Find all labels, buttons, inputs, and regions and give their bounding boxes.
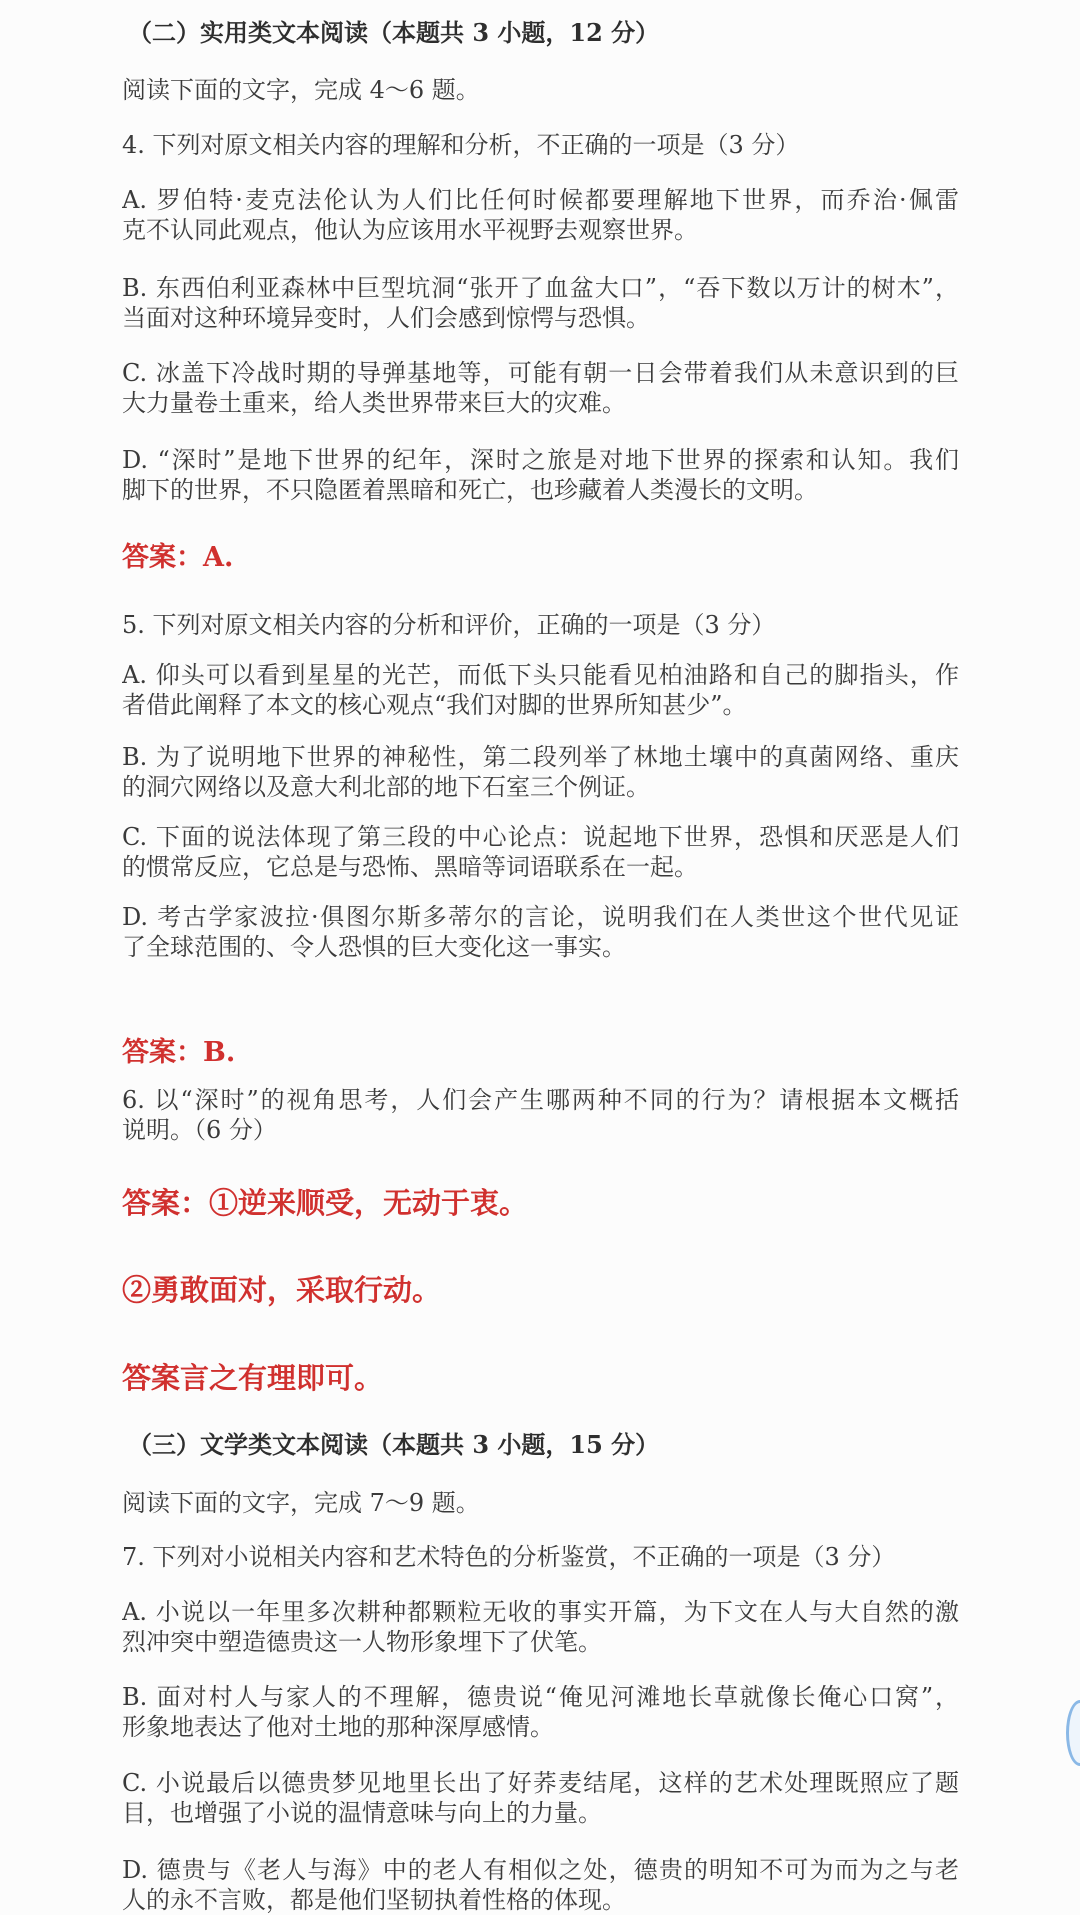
option-d-line: D. 德贵与《老人与海》中的老人有相似之处，德贵的明知不可为而为之与老	[122, 1856, 959, 1884]
option-c-line: C. 小说最后以德贵梦见地里长出了好荞麦结尾，这样的艺术处理既照应了题	[122, 1769, 959, 1797]
question-4-stem: 4. 下列对原文相关内容的理解和分析，不正确的一项是（3 分）	[122, 131, 800, 159]
option-b-line: 的洞穴网络以及意大利北部的地下石室三个例证。	[122, 773, 650, 801]
floating-edge-handle[interactable]	[1066, 1700, 1080, 1766]
option-c-line: 大力量卷土重来，给人类世界带来巨大的灾难。	[122, 389, 626, 417]
question-5-stem: 5. 下列对原文相关内容的分析和评价，正确的一项是（3 分）	[122, 611, 776, 639]
instruction: 阅读下面的文字，完成 7～9 题。	[122, 1489, 480, 1517]
option-d-line: 了全球范围的、令人恐惧的巨大变化这一事实。	[122, 933, 626, 961]
option-a-line: 烈冲突中塑造德贵这一人物形象埋下了伏笔。	[122, 1628, 602, 1656]
option-b-line: 形象地表达了他对土地的那种深厚感情。	[122, 1713, 554, 1741]
option-c-line: C. 下面的说法体现了第三段的中心论点：说起地下世界，恐惧和厌恶是人们	[122, 823, 959, 851]
question-6-stem-line: 说明。（6 分）	[122, 1116, 277, 1144]
answer-q5: 答案：B.	[122, 1037, 236, 1068]
answer-q6-point-1: 答案：①逆来顺受，无动于衷。	[122, 1186, 529, 1220]
answer-q4: 答案：A.	[122, 542, 234, 573]
option-a-line: 者借此阐释了本文的核心观点“我们对脚的世界所知甚少”。	[122, 691, 747, 719]
section-heading: （三）文学类文本阅读（本题共 3 小题，15 分）	[128, 1430, 660, 1459]
option-a-line: A. 仰头可以看到星星的光芒，而低下头只能看见柏油路和自己的脚指头，作	[122, 661, 959, 689]
option-d-line: 人的永不言败，都是他们坚韧执着性格的体现。	[122, 1886, 626, 1914]
option-b-line: B. 东西伯利亚森林中巨型坑洞“张开了血盆大口”，“吞下数以万计的树木”，	[122, 274, 959, 302]
answer-q6-note: 答案言之有理即可。	[122, 1361, 384, 1395]
option-b-line: B. 面对村人与家人的不理解，德贵说“俺见河滩地长草就像长俺心口窝”，	[122, 1683, 959, 1711]
option-a-line: A. 罗伯特·麦克法伦认为人们比任何时候都要理解地下世界，而乔治·佩雷	[122, 186, 959, 214]
question-7-stem: 7. 下列对小说相关内容和艺术特色的分析鉴赏，不正确的一项是（3 分）	[122, 1543, 896, 1571]
option-c-line: C. 冰盖下冷战时期的导弹基地等，可能有朝一日会带着我们从未意识到的巨	[122, 359, 959, 387]
option-c-line: 的惯常反应，它总是与恐怖、黑暗等词语联系在一起。	[122, 853, 698, 881]
option-d-line: D. 考古学家波拉·俱图尔斯多蒂尔的言论，说明我们在人类世这个世代见证	[122, 903, 959, 931]
instruction: 阅读下面的文字，完成 4～6 题。	[122, 76, 480, 104]
option-c-line: 目，也增强了小说的温情意味与向上的力量。	[122, 1799, 602, 1827]
section-heading: （二）实用类文本阅读（本题共 3 小题，12 分）	[128, 18, 660, 47]
question-6-stem-line: 6. 以“深时”的视角思考，人们会产生哪两种不同的行为？请根据本文概括	[122, 1086, 959, 1114]
option-d-line: D. “深时”是地下世界的纪年，深时之旅是对地下世界的探索和认知。我们	[122, 446, 959, 474]
option-d-line: 脚下的世界，不只隐匿着黑暗和死亡，也珍藏着人类漫长的文明。	[122, 476, 818, 504]
option-a-line: A. 小说以一年里多次耕种都颗粒无收的事实开篇，为下文在人与大自然的激	[122, 1598, 959, 1626]
answer-q6-point-2: ②勇敢面对，采取行动。	[122, 1273, 442, 1307]
option-b-line: B. 为了说明地下世界的神秘性，第二段列举了林地土壤中的真菌网络、重庆	[122, 743, 959, 771]
option-b-line: 当面对这种环境异变时，人们会感到惊愕与恐惧。	[122, 304, 650, 332]
option-a-line: 克不认同此观点，他认为应该用水平视野去观察世界。	[122, 216, 698, 244]
